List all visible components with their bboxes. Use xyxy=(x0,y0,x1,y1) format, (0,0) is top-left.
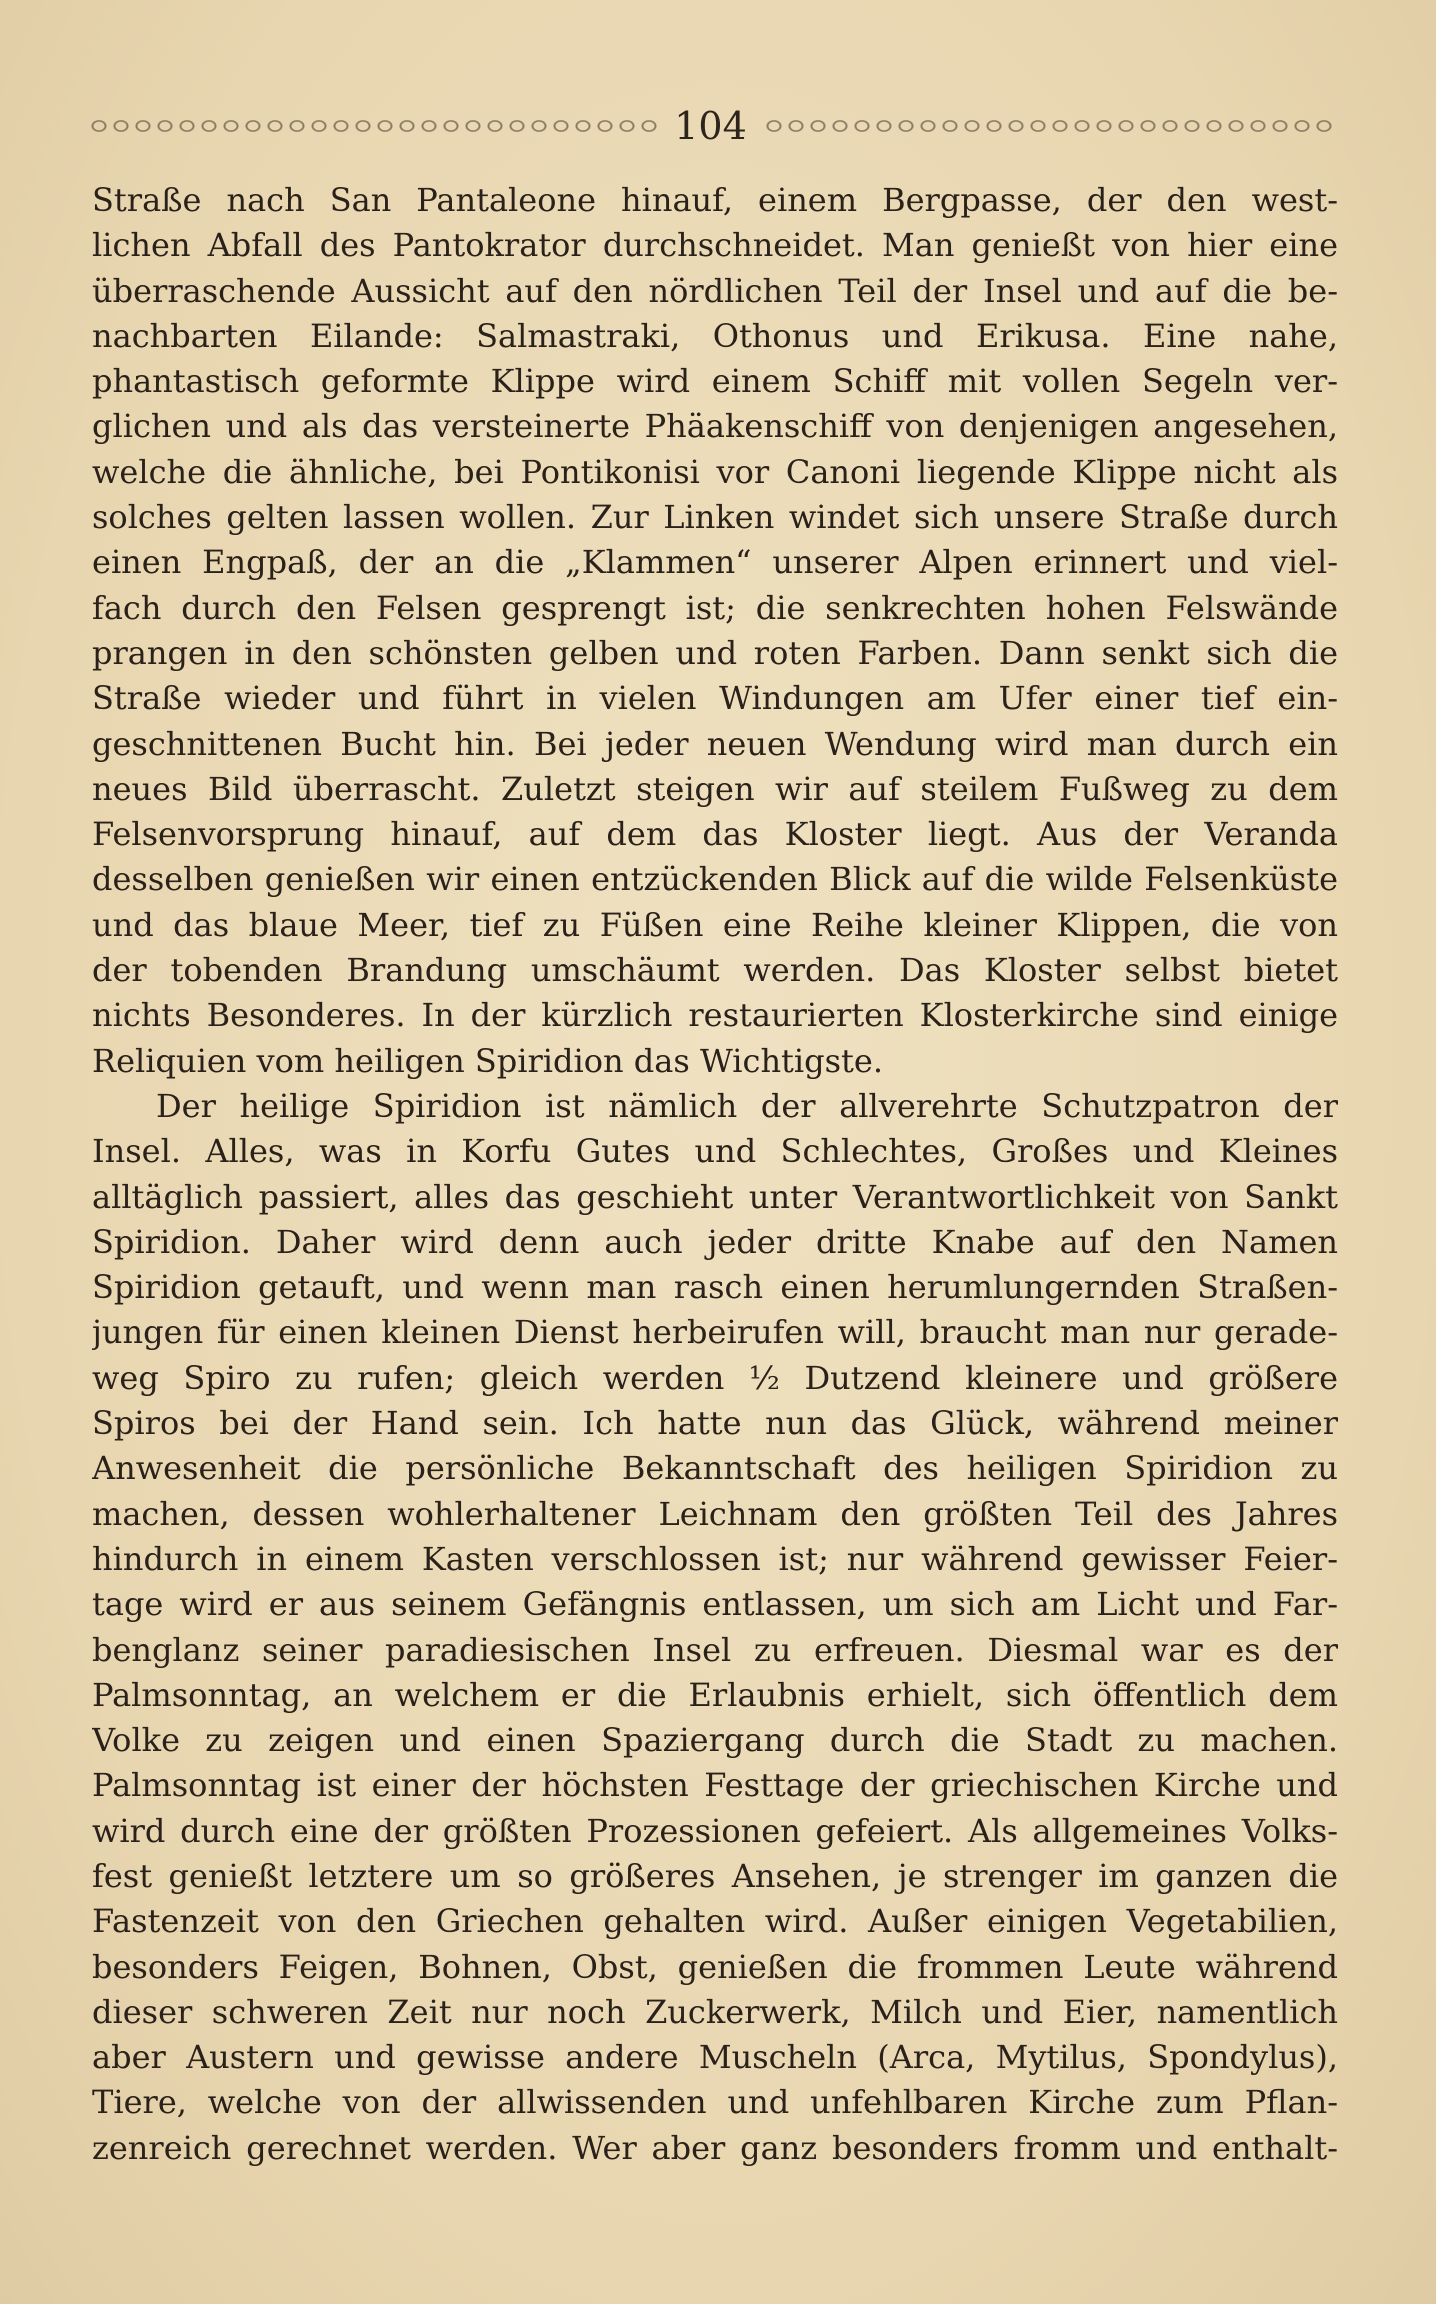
text-line: zenreich gerechnet werden. Wer aber ganz besonders fromm und enthalt- xyxy=(92,2128,1338,2167)
text-line: Palmsonntag ist einer der höchsten Festtage der griechischen Kirche und xyxy=(92,1766,1338,1805)
page-number: 104 xyxy=(674,104,747,148)
text-line: solches gelten lassen wollen. Zur Linken windet sich unsere Straße durch xyxy=(92,498,1338,537)
text-line: desselben genießen wir einen entzückenden Blick auf die wilde Felsenküste xyxy=(92,860,1338,899)
left-ornament-border xyxy=(88,111,658,141)
text-line: dieser schweren Zeit nur noch Zuckerwerk, Milch und Eier, namentlich xyxy=(92,1992,1338,2031)
text-line: glichen und als das versteinerte Phäakenschiff von denjenigen angesehen, xyxy=(92,407,1338,446)
page-header xyxy=(88,98,1333,154)
text-line: prangen in den schönsten gelben und roten Farben. Dann senkt sich die xyxy=(92,633,1338,672)
text-line: tage wird er aus seinem Gefängnis entlassen, um sich am Licht und Far- xyxy=(92,1585,1338,1624)
text-line: neues Bild überrascht. Zuletzt steigen wir auf steilem Fußweg zu dem xyxy=(92,769,1338,808)
text-line: Spiridion getauft, und wenn man rasch einen herumlungernden Straßen- xyxy=(92,1268,1338,1307)
text-line: Straße wieder und führt in vielen Windungen am Ufer einer tief ein- xyxy=(92,679,1338,718)
text-line: einen Engpaß, der an die „Klammen“ unserer Alpen erinnert und viel- xyxy=(92,543,1338,582)
text-line: besonders Feigen, Bohnen, Obst, genießen die frommen Leute während xyxy=(92,1947,1338,1986)
text-line: Reliquien vom heiligen Spiridion das Wichtigste. xyxy=(92,1041,884,1080)
text-line: Tiere, welche von der allwissenden und unfehlbaren Kirche zum Pflan- xyxy=(92,2083,1338,2122)
text-line: fest genießt letztere um so größeres Ansehen, je strenger im ganzen die xyxy=(92,1856,1338,1895)
text-line: Spiridion. Daher wird denn auch jeder dritte Knabe auf den Namen xyxy=(92,1222,1338,1261)
text-line: Fastenzeit von den Griechen gehalten wird. Außer einigen Vegetabilien, xyxy=(92,1902,1338,1941)
text-line: geschnittenen Bucht hin. Bei jeder neuen Wendung wird man durch ein xyxy=(92,724,1338,763)
body-text xyxy=(92,178,1338,2171)
text-line: der tobenden Brandung umschäumt werden. Das Kloster selbst bietet xyxy=(92,951,1338,990)
text-line: Palmsonntag, an welchem er die Erlaubnis erhielt, sich öffentlich dem xyxy=(92,1675,1338,1714)
text-line: Anwesenheit die persönliche Bekanntschaft des heiligen Spiridion zu xyxy=(92,1449,1338,1488)
text-line: nichts Besonderes. In der kürzlich restaurierten Klosterkirche sind einige xyxy=(92,996,1338,1035)
text-line: Volke zu zeigen und einen Spaziergang durch die Stadt zu machen. xyxy=(92,1721,1338,1760)
text-line: lichen Abfall des Pantokrator durchschneidet. Man genießt von hier eine xyxy=(92,226,1338,265)
text-line: benglanz seiner paradiesischen Insel zu erfreuen. Diesmal war es der xyxy=(92,1630,1338,1669)
text-line: alltäglich passiert, alles das geschieht unter Verantwortlichkeit von Sankt xyxy=(92,1177,1338,1216)
text-line: Straße nach San Pantaleone hinauf, einem Bergpasse, der den west- xyxy=(92,181,1338,219)
right-ornament-border xyxy=(763,111,1333,141)
text-line: und das blaue Meer, tief zu Füßen eine Reihe kleiner Klippen, die von xyxy=(92,905,1338,944)
text-line: nachbarten Eilande: Salmastraki, Othonus und Erikusa. Eine nahe, xyxy=(92,316,1338,355)
text-line: fach durch den Felsen gesprengt ist; die senkrechten hohen Felswände xyxy=(92,588,1338,627)
text-line: Felsenvorsprung hinauf, auf dem das Kloster liegt. Aus der Veranda xyxy=(92,815,1338,854)
text-line: welche die ähnliche, bei Pontikonisi vor Canoni liegende Klippe nicht als xyxy=(92,452,1338,491)
text-line: Der heilige Spiridion ist nämlich der allverehrte Schutzpatron der xyxy=(156,1086,1338,1125)
text-line: hindurch in einem Kasten verschlossen ist; nur während gewisser Feier- xyxy=(92,1539,1338,1578)
text-line: jungen für einen kleinen Dienst herbeirufen will, braucht man nur gerade- xyxy=(92,1313,1338,1352)
text-line: Spiros bei der Hand sein. Ich hatte nun das Glück, während meiner xyxy=(92,1404,1338,1443)
text-line: phantastisch geformte Klippe wird einem Schiff mit vollen Segeln ver- xyxy=(92,362,1338,401)
text-line: weg Spiro zu rufen; gleich werden ½ Dutzend kleinere und größere xyxy=(92,1358,1338,1397)
text-line: aber Austern und gewisse andere Muscheln (Arca, Mytilus, Spondylus), xyxy=(92,2038,1338,2077)
text-line: machen, dessen wohlerhaltener Leichnam den größten Teil des Jahres xyxy=(92,1494,1338,1533)
text-line: überraschende Aussicht auf den nördlichen Teil der Insel und auf die be- xyxy=(92,271,1338,310)
text-line: Insel. Alles, was in Korfu Gutes und Schlechtes, Großes und Kleines xyxy=(92,1132,1338,1171)
text-line: wird durch eine der größten Prozessionen gefeiert. Als allgemeines Volks- xyxy=(92,1811,1338,1850)
